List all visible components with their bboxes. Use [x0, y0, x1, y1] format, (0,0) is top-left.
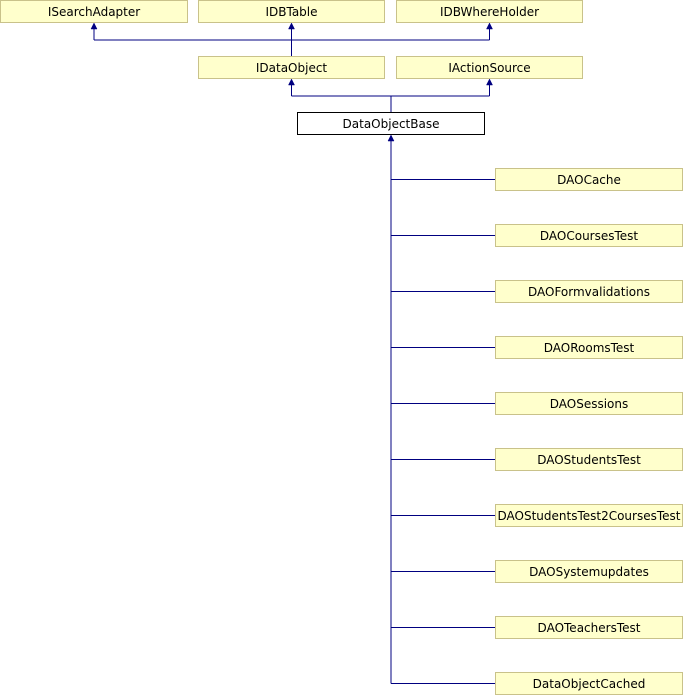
class-node-daocoursestest[interactable]	[496, 225, 683, 247]
class-node-daosystemupdates[interactable]	[496, 561, 683, 583]
class-label: IActionSource	[448, 61, 531, 75]
edge-arrowhead	[487, 79, 493, 85]
class-node-daoformvalidations[interactable]	[496, 281, 683, 303]
class-node-daostudentstest[interactable]	[496, 449, 683, 471]
class-node-daostudentstest2coursestest[interactable]	[496, 505, 683, 527]
class-node-daosessions[interactable]	[496, 393, 683, 415]
class-label: IDBWhereHolder	[439, 5, 540, 19]
edge-arrowhead	[91, 23, 97, 29]
class-label: IDataObject	[255, 61, 328, 75]
class-node-idataobject[interactable]	[199, 57, 385, 79]
class-node-daoteacherstest[interactable]	[496, 617, 683, 639]
class-node-idbtable[interactable]	[199, 1, 385, 23]
class-label: DataObjectBase	[342, 117, 440, 131]
class-label: DAOStudentsTest2CoursesTest	[497, 509, 681, 523]
class-node-daoroomstest[interactable]	[496, 337, 683, 359]
class-node-dataobjectbase[interactable]	[298, 113, 485, 135]
class-node-daocache[interactable]	[496, 169, 683, 191]
edge-arrowhead	[388, 135, 394, 141]
edge-arrowhead	[487, 23, 493, 29]
class-label: DAORoomsTest	[543, 341, 635, 355]
class-label: DAOStudentsTest	[537, 453, 641, 467]
class-label: ISearchAdapter	[47, 5, 141, 19]
class-label: DAOSystemupdates	[529, 565, 649, 579]
class-label: DAOFormvalidations	[527, 285, 651, 299]
class-label: DAOTeachersTest	[537, 621, 641, 635]
class-node-isearchadapter[interactable]	[1, 1, 188, 23]
class-label: IDBTable	[265, 5, 318, 19]
class-label: DataObjectCached	[532, 677, 646, 691]
class-label: DAOCoursesTest	[539, 229, 639, 243]
class-node-idbwhereholder[interactable]	[397, 1, 583, 23]
class-label: DAOSessions	[549, 397, 629, 411]
class-label: DAOCache	[557, 173, 621, 187]
edge-arrowhead	[289, 23, 295, 29]
edge-arrowhead	[289, 79, 295, 85]
class-node-dataobjectcached[interactable]	[496, 673, 683, 695]
class-node-iactionsource[interactable]	[397, 57, 583, 79]
